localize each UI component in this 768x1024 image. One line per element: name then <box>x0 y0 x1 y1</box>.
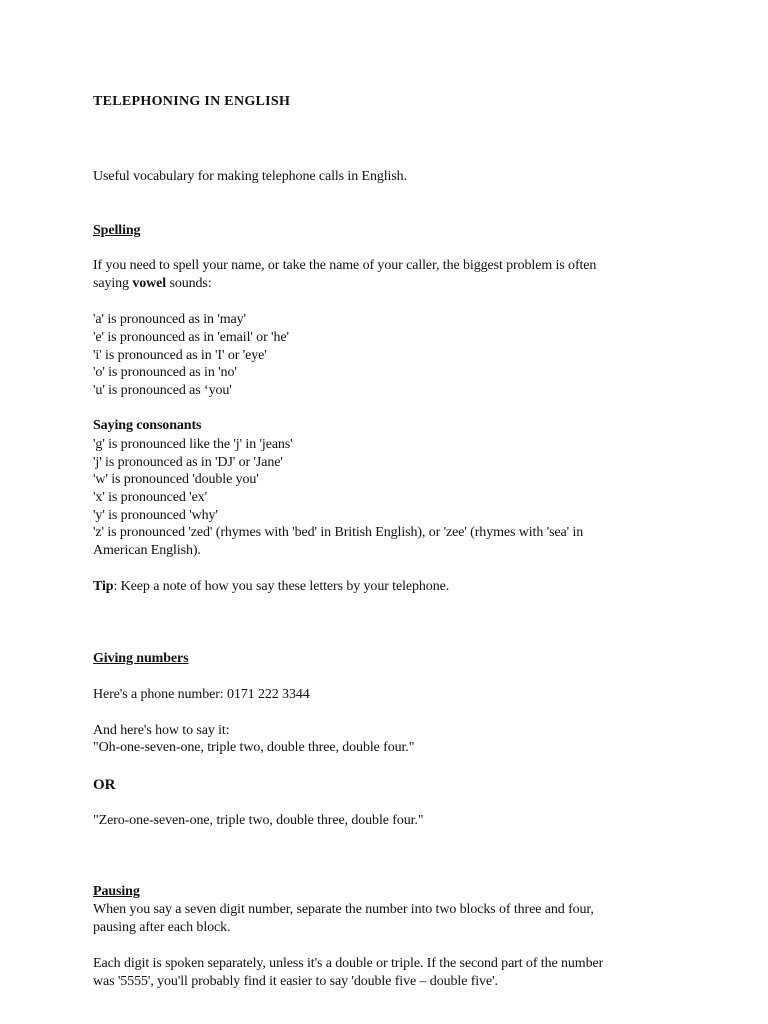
how-to-say-intro: And here's how to say it: <box>93 723 230 738</box>
consonant-line-x: 'x' is pronounced 'ex' <box>93 490 208 505</box>
vowel-line-u: 'u' is pronounced as ‘you' <box>93 383 232 398</box>
consonant-line-z: 'z' is pronounced 'zed' (rhymes with 'bed' in British English), or 'zee' (rhymes with 'sea' in <box>93 525 584 540</box>
numbers-heading: Giving numbers <box>93 651 189 666</box>
spelling-para-line2 <box>93 275 212 293</box>
how-to-say-2: "Zero-one-seven-one, triple two, double three, double four." <box>93 813 424 828</box>
consonant-line-w: 'w' is pronounced 'double you' <box>93 472 259 487</box>
how-to-say-1: "Oh-one-seven-one, triple two, double three, double four." <box>93 740 415 755</box>
vowel-word: vowel <box>132 276 167 291</box>
intro-text: Useful vocabulary for making telephone calls in English. <box>93 169 407 184</box>
spelling-para-line1: If you need to spell your name, or take the name of your caller, the biggest problem is often <box>93 258 597 273</box>
tip-line <box>93 578 449 596</box>
phone-example: Here's a phone number: 0171 222 3344 <box>93 687 310 702</box>
consonant-line-j: 'j' is pronounced as in 'DJ' or 'Jane' <box>93 455 283 470</box>
vowel-line-e: 'e' is pronounced as in 'email' or 'he' <box>93 330 289 345</box>
spelling-para-line2-pre: saying <box>93 276 133 291</box>
vowel-line-i: 'i' is pronounced as in 'I' or 'eye' <box>93 348 267 363</box>
tip-label: Tip <box>93 579 114 594</box>
pausing-p1-line1: When you say a seven digit number, separate the number into two blocks of three and four, <box>93 902 594 917</box>
vowel-line-a: 'a' is pronounced as in 'may' <box>93 312 246 327</box>
tip-text: : Keep a note of how you say these letters by your telephone. <box>113 579 450 594</box>
consonant-line-g: 'g' is pronounced like the 'j' in 'jeans' <box>93 437 293 452</box>
pausing-p2-line2: was '5555', you'll probably find it easier to say 'double five – double five'. <box>93 974 498 989</box>
or-label: OR <box>93 777 116 793</box>
consonant-line-y: 'y' is pronounced 'why' <box>93 508 218 523</box>
spelling-para-line2-post: sounds: <box>166 276 212 291</box>
pausing-p2-line1: Each digit is spoken separately, unless it's a double or triple. If the second part of the number <box>93 956 604 971</box>
document-title: TELEPHONING IN ENGLISH <box>93 94 291 109</box>
consonants-heading: Saying consonants <box>93 418 202 433</box>
spelling-heading: Spelling <box>93 223 141 238</box>
pausing-p1-line2: pausing after each block. <box>93 920 231 935</box>
vowel-line-o: 'o' is pronounced as in 'no' <box>93 365 237 380</box>
consonant-line-z-cont: American English). <box>93 543 201 558</box>
pausing-heading: Pausing <box>93 884 140 899</box>
